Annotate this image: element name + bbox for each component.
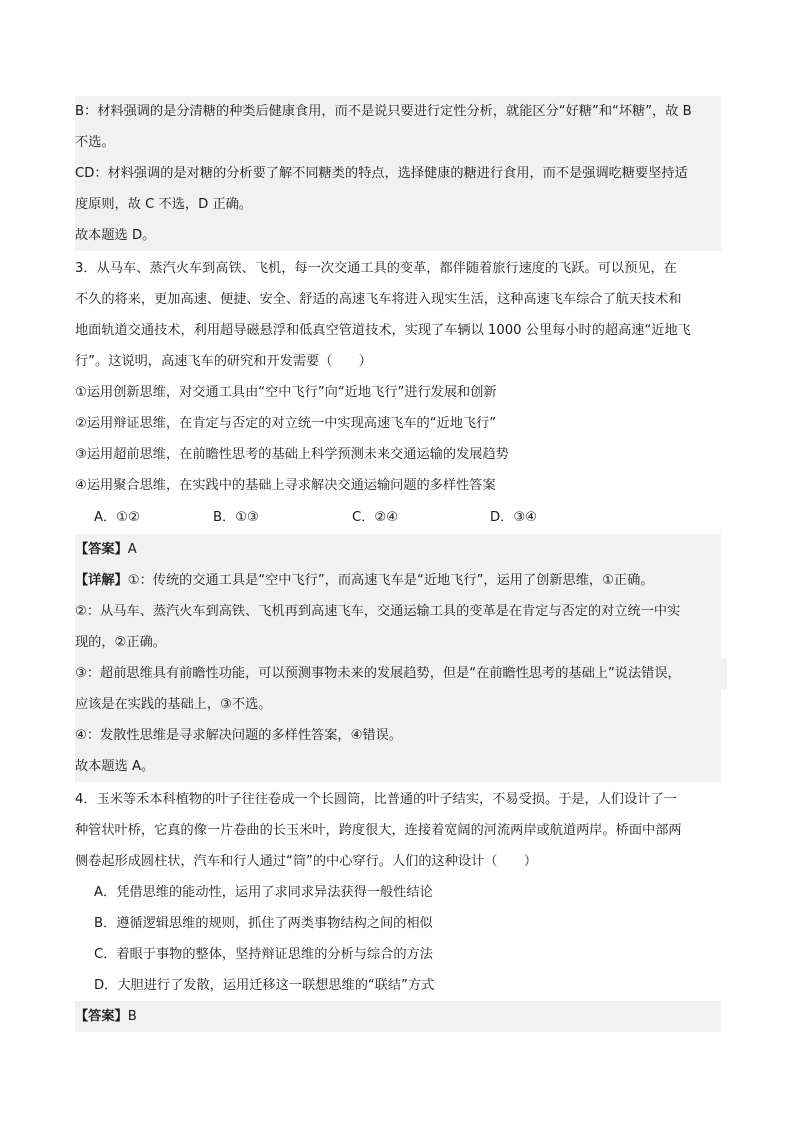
q3-choices [94,502,654,533]
q3-detail-6: ④：发散性思维是寻求解决问题的多样性答案，④错误。 [75,720,721,751]
q3-detail-3: 现的，②正确。 [75,627,721,658]
q3-answer-value: A [127,542,137,557]
q3-detail-1-text: ①：传统的交通工具是“空中飞行”，而高速飞车是“近地飞行”，运用了创新思维，①正确。 [127,573,654,588]
q3-answer-tag: 【答案】 [75,542,128,557]
q3-statement-1: ①运用创新思维，对交通工具由“空中飞行”向“近地飞行”进行发展和创新 [75,385,497,400]
q3-stem-line-4: 行”。这说明，高速飞车的研究和开发需要（ ） [75,354,372,369]
q3-statement-3: ③运用超前思维，在前瞻性思考的基础上科学预测未来交通运输的发展趋势 [75,447,509,462]
q4-answer-tag: 【答案】 [75,1009,128,1024]
q4-option-b: B．遵循逻辑思维的规则，抓住了两类事物结构之间的相似 [94,916,433,931]
q3-stem-line-2: 不久的将来，更加高速、便捷、安全、舒适的高速飞车将进入现实生活，这种高速飞车综合了航天技术和 [75,292,682,307]
q3-stem-line-3: 地面轨道交通技术，利用超导磁悬浮和低真空管道技术，实现了车辆以 1000 公里每小时的超高速“近地飞 [75,323,691,338]
q4-stem-line-2: 种管状叶桥，它真的像一片卷曲的长玉米叶，跨度很大，连接着宽阔的河流两岸或航道两岸。桥面中部两 [75,823,682,838]
q3-choice-a: A．①② [94,510,140,525]
q3-statement-4: ④运用聚合思维，在实践中的基础上寻求解决交通运输问题的多样性答案 [75,478,496,493]
q3-detail-5: 应该是在实践的基础上，③不选。 [75,689,721,720]
q3-stem-line-1: 3．从马车、蒸汽火车到高铁、飞机，每一次交通工具的变革，都伴随着旅行速度的飞跃。可以预见，在 [75,261,677,276]
q3-answer [75,534,721,565]
analysis-line-b: B：材料强调的是分清糖的种类后健康食用，而不是说只要进行定性分析，就能区分“好糖”和“坏糖”，故 B [75,96,721,127]
q3-detail-1 [75,565,721,596]
q3-detail-2: ②：从马车、蒸汽火车到高铁、飞机再到高速飞车，交通运输工具的变革是在肯定与否定的对立统一中实 [75,596,721,627]
q3-detail-4: ③：超前思维具有前瞻性功能，可以预测事物未来的发展趋势，但是“在前瞻性思考的基础上”说法错误， [75,658,727,689]
q4-answer-value: B [127,1009,137,1024]
q3-conclusion: 故本题选 A。 [75,751,721,782]
q4-option-c: C．着眼于事物的整体，坚持辩证思维的分析与综合的方法 [94,947,433,962]
analysis-line-b-cont: 不选。 [75,127,721,158]
q3-statement-2: ②运用辩证思维，在肯定与否定的对立统一中实现高速飞车的“近地飞行” [75,416,497,431]
q3-choice-c: C．②④ [352,510,399,525]
q4-option-a: A．凭借思维的能动性，运用了求同求异法获得一般性结论 [94,885,433,900]
q4-stem-line-1: 4．玉米等禾本科植物的叶子往往卷成一个长圆筒，比普通的叶子结实，不易受损。于是，人们设计了一 [75,792,677,807]
q3-detail-tag: 【详解】 [75,573,128,588]
q4-answer [75,1001,721,1032]
q3-choice-d: D．③④ [490,510,537,525]
q4-option-d: D．大胆进行了发散，运用迁移这一联想思维的“联结”方式 [94,978,435,993]
analysis-line-cd: CD：材料强调的是对糖的分析要了解不同糖类的特点，选择健康的糖进行食用，而不是强调吃糖要坚持适 [75,158,721,189]
analysis-line-cd-cont: 度原则，故 C 不选，D 正确。 [75,189,721,220]
q4-stem-line-3: 侧卷起形成圆柱状，汽车和行人通过“筒”的中心穿行。人们的这种设计（ ） [75,854,538,869]
analysis-conclusion: 故本题选 D。 [75,220,721,251]
q3-choice-b: B．①③ [213,510,259,525]
